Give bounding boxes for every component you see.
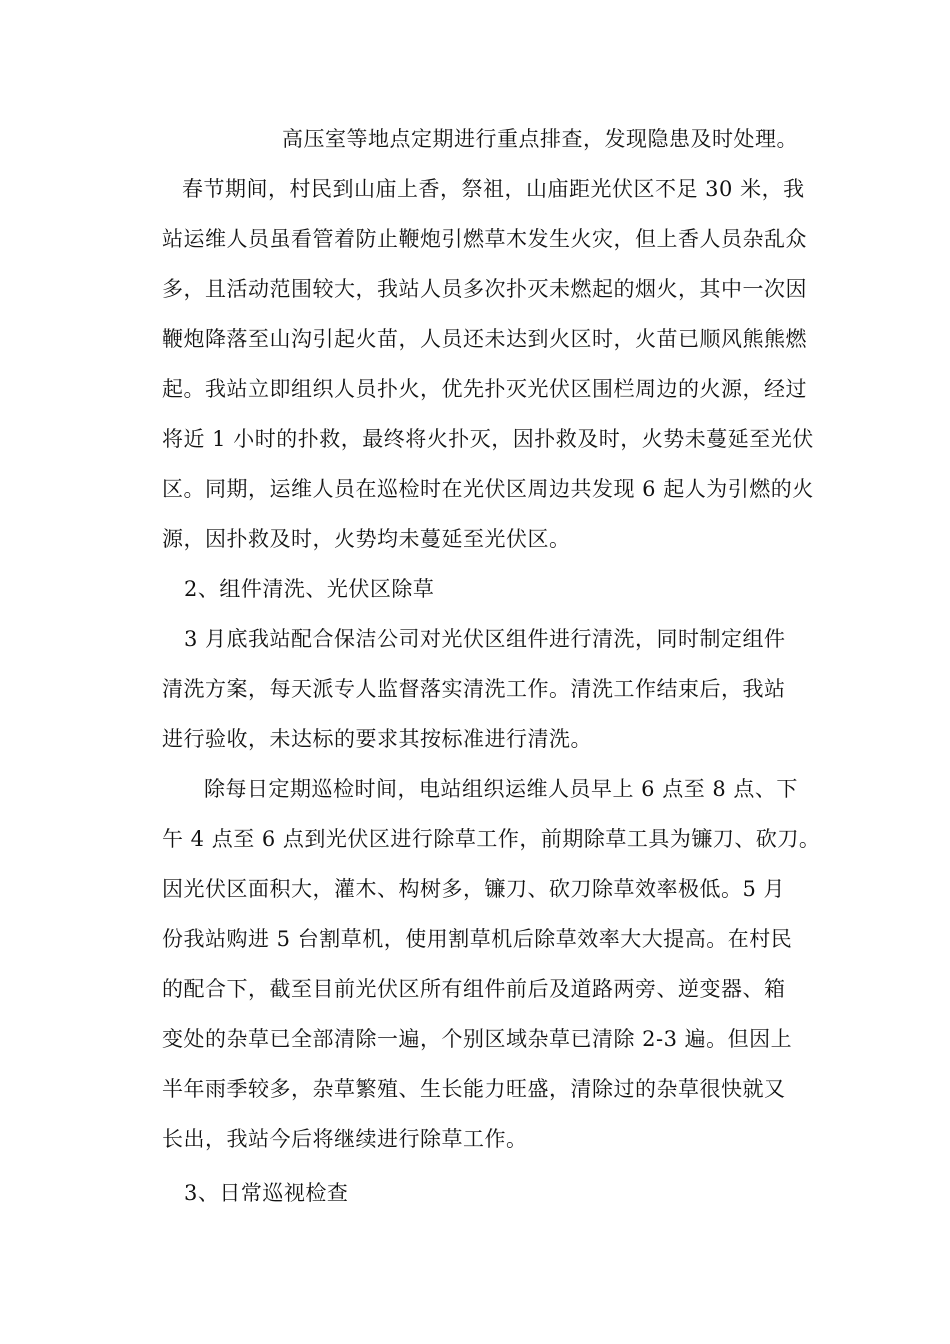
continuation-line: 高压室等地点定期进行重点排查，发现隐患及时处理。 (282, 127, 798, 151)
paragraph-line: 清洗方案，每天派专人监督落实清洗工作。清洗工作结束后，我站 (162, 677, 786, 701)
paragraph-line: 起。我站立即组织人员扑火，优先扑灭光伏区围栏周边的火源，经过 (162, 377, 807, 401)
paragraph-line: 进行验收，未达标的要求其按标准进行清洗。 (162, 727, 592, 751)
paragraph-line: 鞭炮降落至山沟引起火苗，人员还未达到火区时，火苗已顺风熊熊燃 (162, 327, 807, 351)
paragraph-line: 半年雨季较多，杂草繁殖、生长能力旺盛，清除过的杂草很快就又 (162, 1077, 786, 1101)
paragraph-line: 站运维人员虽看管着防止鞭炮引燃草木发生火灾，但上香人员杂乱众 (162, 227, 807, 251)
paragraph-line: 的配合下，截至目前光伏区所有组件前后及道路两旁、逆变器、箱 (162, 977, 786, 1001)
paragraph-line: 午 4 点至 6 点到光伏区进行除草工作，前期除草工具为镰刀、砍刀。 (162, 827, 821, 851)
paragraph-line: 因光伏区面积大，灌木、构树多，镰刀、砍刀除草效率极低。5 月 (162, 877, 786, 901)
section-heading-2: 2、组件清洗、光伏区除草 (184, 577, 435, 601)
paragraph-line: 区。同期，运维人员在巡检时在光伏区周边共发现 6 起人为引燃的火 (162, 477, 814, 501)
paragraph-line: 多，且活动范围较大，我站人员多次扑灭未燃起的烟火，其中一次因 (162, 277, 807, 301)
paragraph-line: 3 月底我站配合保洁公司对光伏区组件进行清洗，同时制定组件 (184, 627, 786, 651)
section-heading-3: 3、日常巡视检查 (184, 1181, 349, 1205)
paragraph-line: 春节期间，村民到山庙上香，祭祖，山庙距光伏区不足 30 米，我 (182, 177, 805, 201)
paragraph-line: 份我站购进 5 台割草机，使用割草机后除草效率大大提高。在村民 (162, 927, 793, 951)
paragraph-line: 长出，我站今后将继续进行除草工作。 (162, 1127, 528, 1151)
paragraph-line: 将近 1 小时的扑救，最终将火扑灭，因扑救及时，火势未蔓延至光伏 (162, 427, 814, 451)
paragraph-line: 源，因扑救及时，火势均未蔓延至光伏区。 (162, 527, 571, 551)
paragraph-line: 变处的杂草已全部清除一遍，个别区域杂草已清除 2-3 遍。但因上 (162, 1027, 793, 1051)
paragraph-line: 除每日定期巡检时间，电站组织运维人员早上 6 点至 8 点、下 (204, 777, 798, 801)
